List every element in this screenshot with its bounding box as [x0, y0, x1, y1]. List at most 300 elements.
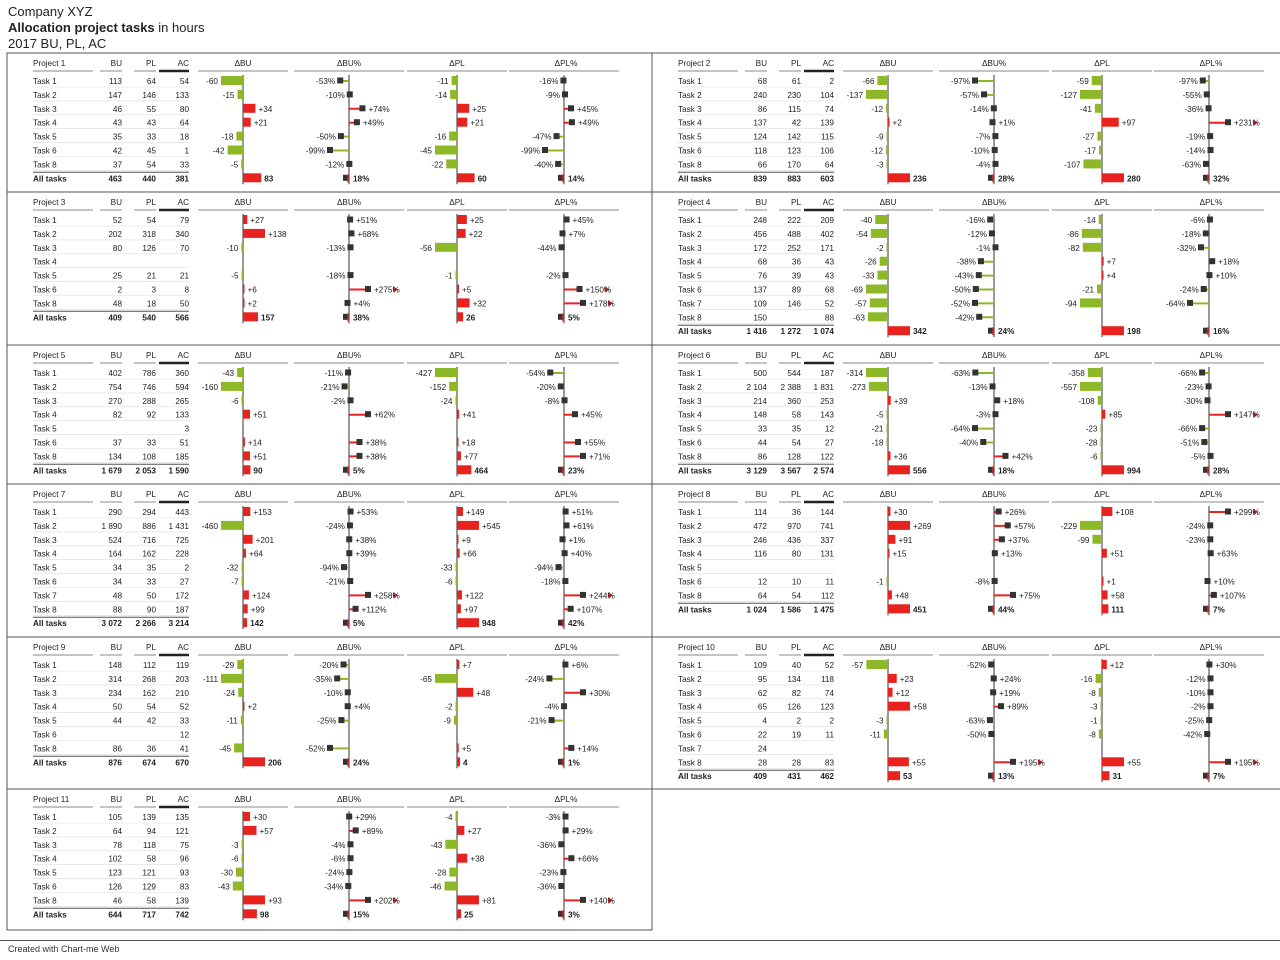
variance-label: -3% — [975, 410, 991, 420]
variance-marker — [1207, 522, 1213, 528]
variance-label: -17 — [1084, 146, 1097, 156]
ac-value: 68 — [824, 285, 834, 295]
variance-bar — [457, 535, 459, 544]
variance-label: +22 — [468, 229, 483, 239]
variance-label: 24% — [998, 327, 1015, 337]
variance-label: 38% — [353, 313, 370, 323]
variance-bar — [1101, 716, 1103, 725]
table-row — [33, 549, 592, 560]
variance-marker — [562, 550, 568, 556]
variance-bar — [1083, 159, 1102, 168]
variance-label: -557 — [1060, 382, 1077, 392]
table-row — [678, 285, 1209, 296]
variance-label: +51 — [1109, 549, 1124, 559]
pl-value: 54 — [791, 591, 801, 601]
pl-value: 674 — [142, 758, 156, 768]
table-row — [33, 507, 593, 518]
total-row — [678, 464, 1230, 475]
variance-bar — [242, 854, 244, 863]
table-row — [33, 743, 598, 754]
variance-bar — [1099, 688, 1102, 697]
task-label: Task 4 — [678, 410, 702, 420]
column-header-dbu: ΔBU — [234, 490, 252, 499]
variance-label: -427 — [415, 369, 432, 378]
variance-bar — [1097, 132, 1102, 141]
ac-value: 139 — [820, 118, 834, 128]
table-row — [33, 577, 568, 588]
variance-label: 83 — [264, 174, 274, 184]
variance-bar — [888, 674, 897, 683]
variance-label: -13% — [968, 382, 988, 392]
task-label: Task 6 — [678, 577, 702, 587]
task-label: Task 2 — [678, 90, 702, 100]
variance-label: +81 — [482, 896, 496, 906]
variance-label: +195% — [1019, 758, 1045, 768]
variance-label: -47% — [532, 132, 552, 142]
pl-value: 33 — [146, 438, 156, 448]
pl-value: 36 — [791, 508, 801, 517]
variance-marker — [365, 286, 371, 292]
pl-value: 146 — [787, 299, 801, 309]
variance-bar — [450, 90, 457, 99]
variance-label: -3 — [1090, 702, 1098, 712]
variance-bar — [1097, 285, 1102, 294]
pl-value: 294 — [142, 508, 156, 517]
project-name: Project 11 — [33, 795, 70, 804]
variance-bar — [243, 507, 250, 516]
variance-label: +140% — [589, 896, 615, 906]
variance-marker — [580, 689, 586, 695]
variance-label: +7 — [1106, 257, 1116, 267]
pl-value: 54 — [146, 702, 156, 712]
total-row — [33, 464, 585, 475]
variance-label: -21% — [320, 382, 340, 392]
variance-label: +24% — [999, 674, 1021, 684]
variance-marker — [560, 230, 566, 236]
variance-label: 111 — [1111, 605, 1125, 615]
variance-bar — [456, 577, 458, 586]
bu-value: 102 — [108, 854, 122, 864]
variance-marker — [563, 827, 569, 833]
task-label: Task 5 — [33, 132, 57, 142]
ac-value: 133 — [175, 410, 189, 420]
variance-label: +26% — [1004, 508, 1026, 517]
pl-value: 80 — [791, 549, 801, 559]
variance-bar — [457, 590, 462, 599]
bu-value: 234 — [108, 688, 122, 698]
variance-marker — [365, 411, 371, 417]
variance-label: +138 — [268, 229, 287, 239]
ac-value: 340 — [175, 229, 189, 239]
bu-value: 1 679 — [101, 466, 122, 476]
variance-label: +13% — [1000, 549, 1022, 559]
variance-label: -1 — [876, 577, 884, 587]
variance-label: -23% — [1186, 535, 1206, 545]
variance-marker — [554, 133, 560, 139]
variance-bar — [888, 465, 910, 474]
variance-bar — [1098, 396, 1102, 405]
variance-label: +55 — [1127, 758, 1141, 768]
total-row — [678, 770, 1226, 781]
variance-bar — [1102, 465, 1124, 474]
variance-label: -1% — [975, 243, 991, 253]
variance-label: -18 — [871, 438, 884, 448]
ac-value: 27 — [179, 577, 189, 587]
variance-bar — [457, 410, 459, 419]
variance-label: 42% — [568, 619, 585, 629]
variance-bar — [888, 535, 895, 544]
variance-label: -57 — [851, 661, 864, 670]
variance-label: -4% — [975, 160, 991, 170]
variance-label: -59 — [1076, 77, 1089, 86]
variance-label: 7% — [1213, 772, 1225, 782]
variance-marker — [346, 869, 352, 875]
task-label: All tasks — [33, 313, 67, 323]
variance-bar — [888, 604, 910, 613]
variance-bar — [238, 90, 244, 99]
task-label: Task 5 — [678, 132, 702, 142]
ac-value: 566 — [175, 313, 189, 323]
variance-marker — [1225, 119, 1231, 125]
ac-value: 742 — [175, 910, 189, 920]
bu-value: 25 — [112, 271, 122, 281]
ac-value: 1 431 — [168, 521, 189, 531]
bu-value: 78 — [112, 840, 122, 850]
table-row — [678, 757, 1260, 768]
task-label: Task 2 — [678, 674, 702, 684]
task-label: Task 5 — [678, 424, 702, 434]
variance-marker — [577, 286, 583, 292]
variance-label: -2% — [330, 396, 346, 406]
ac-value: 741 — [820, 521, 834, 531]
variance-marker — [1208, 147, 1214, 153]
column-header-dpl-pct: ΔPL% — [554, 490, 578, 499]
variance-label: +36 — [893, 452, 908, 462]
task-label: Task 3 — [33, 840, 57, 850]
pl-value: 55 — [146, 104, 156, 114]
variance-marker — [542, 147, 548, 153]
project-table — [7, 795, 652, 930]
variance-bar — [1099, 730, 1102, 739]
table-row — [33, 521, 594, 532]
column-header-bu: BU — [755, 59, 767, 68]
ac-value: 104 — [820, 90, 834, 100]
variance-bar — [236, 868, 243, 877]
table-row — [33, 674, 564, 685]
variance-label: -82 — [1067, 243, 1080, 253]
pl-value: 746 — [142, 382, 156, 392]
variance-marker — [1207, 217, 1213, 223]
variance-marker — [560, 536, 566, 542]
table-row — [33, 854, 599, 865]
column-header-dbu-pct: ΔBU% — [336, 59, 362, 68]
variance-bar — [457, 757, 460, 766]
pl-value: 121 — [142, 868, 156, 878]
variance-marker — [988, 662, 994, 668]
variance-bar — [888, 507, 890, 516]
ac-value: 2 — [184, 563, 189, 573]
variance-bar — [242, 271, 244, 280]
bu-value: 48 — [112, 591, 122, 601]
variance-bar — [457, 895, 479, 904]
pl-value: 146 — [142, 90, 156, 100]
task-label: Task 1 — [33, 661, 57, 670]
column-header-dbu: ΔBU — [234, 198, 252, 207]
variance-bar — [457, 285, 459, 294]
variance-label: -46 — [429, 882, 442, 892]
variance-label: -5 — [230, 160, 239, 170]
pl-value: 42 — [146, 716, 156, 726]
variance-marker — [563, 272, 569, 278]
task-label: Task 8 — [678, 160, 702, 170]
total-row — [33, 617, 585, 628]
variance-marker — [987, 217, 993, 223]
variance-label: +48 — [476, 688, 491, 698]
column-header-pl: PL — [790, 59, 801, 68]
variance-label: +258% — [374, 591, 400, 601]
variance-label: +34 — [258, 104, 273, 114]
variance-label: -36% — [1184, 104, 1204, 114]
pl-value: 717 — [142, 910, 156, 920]
variance-label: 556 — [913, 466, 927, 476]
table-row — [33, 298, 615, 309]
variance-marker — [1206, 105, 1212, 111]
column-header-dbu-pct: ΔBU% — [981, 490, 1007, 499]
ac-value: 52 — [179, 702, 189, 712]
variance-marker — [348, 855, 354, 861]
column-header-pl: PL — [145, 59, 156, 68]
variance-label: 28% — [1213, 466, 1230, 476]
variance-label: -314 — [846, 369, 863, 378]
variance-bar — [1088, 368, 1102, 377]
variance-label: -11% — [324, 369, 344, 378]
variance-bar — [243, 229, 265, 238]
column-header-pl: PL — [790, 351, 801, 360]
bu-value: 3 072 — [101, 619, 122, 629]
variance-label: +1% — [568, 535, 586, 545]
pl-value: 40 — [791, 661, 801, 670]
ac-value: 33 — [179, 160, 189, 170]
variance-label: +74% — [368, 104, 390, 114]
variance-label: -12% — [325, 160, 345, 170]
table-row — [33, 243, 565, 254]
bu-value: 172 — [753, 243, 767, 253]
variance-label: +124 — [251, 591, 271, 601]
task-label: All tasks — [678, 327, 712, 337]
variance-bar — [242, 840, 244, 849]
variance-marker — [1199, 370, 1205, 376]
column-header-dbu-pct: ΔBU% — [336, 643, 362, 652]
project-table — [7, 490, 652, 637]
task-label: Task 8 — [33, 160, 57, 170]
variance-bar — [1102, 326, 1124, 335]
ac-value: 725 — [175, 535, 189, 545]
column-header-dbu-pct: ΔBU% — [336, 198, 362, 207]
bu-value: 22 — [757, 730, 767, 740]
variance-marker — [996, 509, 1002, 515]
total-row — [678, 603, 1226, 614]
ac-value: 80 — [179, 104, 189, 114]
variance-bar — [1101, 451, 1103, 460]
pl-value: 2 053 — [135, 466, 156, 476]
variance-marker — [564, 522, 570, 528]
report-title-unit: in hours — [154, 20, 205, 35]
variance-label: -24% — [525, 674, 545, 684]
variance-bar — [243, 173, 261, 182]
variance-bar — [1092, 535, 1102, 544]
column-header-dpl-pct: ΔPL% — [1199, 198, 1223, 207]
task-label: All tasks — [33, 619, 67, 629]
variance-label: -65 — [420, 674, 432, 684]
column-header-dpl: ΔPL — [449, 795, 465, 804]
bu-value: 248 — [753, 216, 767, 225]
bu-value: 1 024 — [746, 605, 767, 615]
variance-bar — [1095, 104, 1102, 113]
pl-value: 42 — [791, 118, 801, 128]
variance-marker — [347, 91, 353, 97]
ac-value: 74 — [824, 688, 834, 698]
table-row — [678, 410, 1260, 421]
column-header-dpl: ΔPL — [1094, 490, 1110, 499]
footer-divider — [0, 940, 1280, 941]
variance-marker — [568, 606, 574, 612]
task-label: Task 3 — [33, 535, 57, 545]
pl-value: 115 — [787, 104, 801, 114]
table-row — [678, 424, 1209, 435]
variance-label: -5 — [876, 410, 884, 420]
column-header-dpl-pct: ΔPL% — [1199, 643, 1223, 652]
variance-label: +6 — [247, 285, 257, 295]
pl-value: 50 — [146, 591, 156, 601]
variance-bar — [869, 382, 888, 391]
variance-marker — [1225, 509, 1231, 515]
variance-bar — [888, 396, 891, 405]
table-row — [33, 285, 611, 296]
variance-bar — [456, 812, 458, 821]
variance-label: +5 — [461, 285, 472, 295]
variance-label: -29 — [222, 661, 235, 670]
variance-marker — [1201, 439, 1207, 445]
column-header-bu: BU — [110, 795, 122, 804]
variance-marker — [988, 731, 994, 737]
ac-value: 381 — [175, 174, 189, 184]
variance-bar — [243, 702, 245, 711]
task-label: Task 6 — [33, 730, 57, 740]
variance-marker — [990, 383, 996, 389]
column-header-ac: AC — [822, 643, 834, 652]
table-row — [678, 382, 1212, 393]
variance-label: -26 — [864, 257, 877, 267]
bu-value: 164 — [108, 549, 122, 559]
variance-label: -2% — [545, 271, 561, 281]
pl-value: 134 — [787, 674, 801, 684]
variance-label: 98 — [259, 910, 270, 920]
task-label: Task 2 — [33, 90, 57, 100]
variance-label: -97% — [1178, 77, 1198, 86]
table-row — [33, 731, 189, 741]
variance-label: -30% — [1183, 396, 1203, 406]
task-label: Task 4 — [678, 118, 702, 128]
task-label: All tasks — [678, 174, 712, 184]
variance-label: +68% — [357, 229, 379, 239]
variance-marker — [1187, 300, 1193, 306]
variance-marker — [992, 578, 998, 584]
variance-marker — [1208, 675, 1214, 681]
table-row — [678, 507, 1260, 518]
task-label: Task 4 — [678, 702, 702, 712]
column-header-ac: AC — [177, 351, 189, 360]
variance-marker — [993, 411, 999, 417]
task-label: Task 3 — [33, 104, 57, 114]
bu-value: 123 — [108, 868, 122, 878]
ac-value: 131 — [820, 549, 834, 559]
ac-value: 253 — [820, 396, 834, 406]
variance-marker — [1206, 272, 1212, 278]
variance-label: -108 — [1078, 396, 1095, 406]
pl-value: 58 — [146, 896, 156, 906]
pl-value: 230 — [787, 90, 801, 100]
variance-label: -22 — [431, 160, 444, 170]
project-name: Project 9 — [33, 643, 66, 652]
variance-label: +48 — [894, 591, 909, 601]
column-header-dbu-pct: ΔBU% — [981, 59, 1007, 68]
variance-label: +66 — [462, 549, 477, 559]
variance-label: 32% — [1213, 174, 1230, 184]
variance-label: -2 — [445, 702, 453, 712]
task-label: Task 2 — [33, 674, 57, 684]
table-row — [33, 368, 564, 379]
variance-bar — [1102, 590, 1108, 599]
variance-label: -23% — [539, 868, 559, 878]
variance-label: 5% — [353, 619, 365, 629]
bu-value: 524 — [108, 535, 122, 545]
column-header-dbu: ΔBU — [234, 351, 252, 360]
variance-label: -8% — [975, 577, 990, 587]
variance-marker — [327, 147, 333, 153]
table-row — [678, 564, 834, 574]
variance-marker — [568, 745, 574, 751]
variance-marker — [572, 411, 578, 417]
task-label: Task 8 — [33, 605, 57, 615]
column-header-pl: PL — [145, 490, 156, 499]
variance-label: 464 — [474, 466, 489, 476]
pl-value: 33 — [146, 577, 156, 587]
column-header-dbu-pct: ΔBU% — [336, 490, 362, 499]
variance-bar — [456, 271, 458, 280]
pl-value: 970 — [787, 521, 801, 531]
bu-value: 64 — [112, 826, 122, 836]
table-row — [678, 438, 1209, 449]
bu-value: 126 — [108, 882, 122, 892]
variance-marker — [556, 564, 562, 570]
variance-label: -33 — [862, 271, 875, 281]
table-row — [33, 590, 615, 601]
column-header-pl: PL — [145, 795, 156, 804]
bu-value: 754 — [108, 382, 122, 392]
bu-value: 68 — [757, 77, 767, 86]
variance-bar — [1102, 410, 1105, 419]
pl-value: 129 — [142, 882, 156, 892]
pl-value: 19 — [791, 730, 801, 740]
ac-value: 115 — [820, 132, 834, 142]
bu-value: 33 — [757, 424, 767, 434]
variance-label: -45 — [420, 146, 432, 156]
variance-marker — [365, 897, 371, 903]
variance-label: +57% — [1013, 521, 1035, 531]
variance-bar — [243, 895, 265, 904]
table-row — [33, 716, 564, 727]
variance-label: -6% — [1190, 216, 1205, 225]
